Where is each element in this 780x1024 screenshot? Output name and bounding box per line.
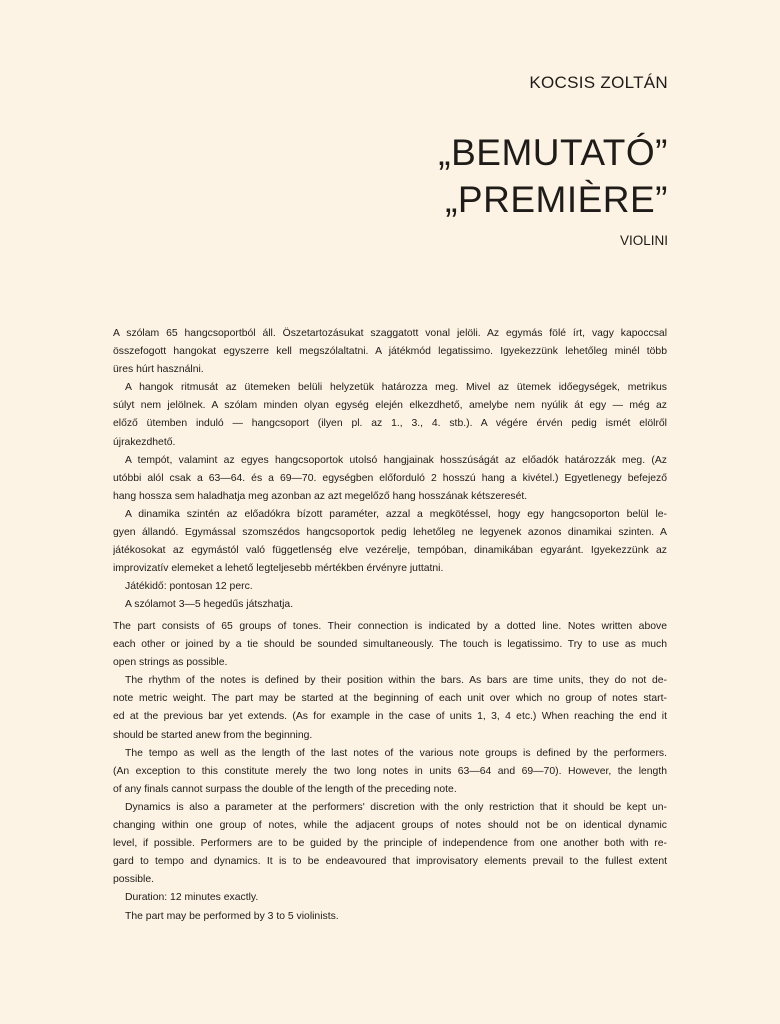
instrumentation: VIOLINI [619, 233, 668, 248]
text-line: should be started anew from the beginning. [113, 729, 313, 741]
paragraph [113, 672, 667, 744]
paragraph [113, 908, 667, 926]
text-line: játékosokat az egymástól való függetlenség elve vezérelje, tempóban, dinamikában egyaránt. Igyekezzünk az [113, 545, 667, 557]
paragraph [113, 618, 667, 672]
text-line: A szólam 65 hangcsoportból áll. Öszetartozásukat szaggatott vonal jelöli. Az egymás fölé írt, vagy kapoccsal [113, 328, 667, 339]
paragraph [113, 799, 667, 889]
paragraph [113, 325, 667, 379]
text-line: level, if possible. Performers are to be guided by the principle of independence from one another both with re- [113, 838, 667, 850]
title-hungarian: „BEMUTATÓ” [438, 132, 668, 173]
hungarian-instructions [113, 325, 667, 615]
text-line: újrakezdhető. [113, 436, 176, 448]
text-line: gyen állandó. Egymással szomszédos hangcsoportok pedig lehetőleg ne legyenek azonos dinamikai szinten. A [113, 527, 667, 539]
text-line: The part consists of 65 groups of tones. Their connection is indicated by a dotted line. Notes written above [113, 621, 667, 632]
paragraph [113, 506, 667, 578]
text-line: changing within one group of notes, while the adjacent groups of notes should not be on identical dynamic [113, 820, 667, 832]
text-line: open strings as possible. [113, 657, 228, 669]
text-line: A dinamika szintén az előadókra bízott paraméter, azzal a megkötéssel, hogy egy hangcsoporton belül le- [125, 508, 667, 520]
text-line: összefogott hangokat egyszerre kell megszólaltatni. A játékmód legatissimo. Igyekezzünk lehetőleg minél több [113, 346, 667, 358]
text-line: The rhythm of the notes is defined by their position within the bars. As bars are time units, they do not de- [125, 675, 667, 687]
text-line: ed at the previous bar yet extends. (As for example in the case of units 1, 3, 4 etc.) When reaching the end it [113, 711, 667, 723]
text-line: of any finals cannot surpass the double of the length of the preceding note. [113, 783, 457, 795]
title-french: „PREMIÈRE” [445, 179, 668, 220]
paragraph [113, 578, 667, 596]
paragraph [113, 452, 667, 506]
paragraph [113, 596, 667, 614]
text-line: Játékidő: pontosan 12 perc. [125, 581, 253, 593]
text-line: üres húrt használni. [113, 364, 204, 376]
text-line: utóbbi alól csak a 63—64. és a 69—70. egységben előforduló 2 hosszú hang a kivétel.) Egyetlenegy befejező [113, 472, 667, 484]
text-line: A szólamot 3—5 hegedűs játszhatja. [125, 599, 294, 611]
text-line: A hangok ritmusát az ütemeken belüli helyzetük határozza meg. Mivel az ütemek időegységek, metrikus [125, 382, 667, 394]
text-line: possible. [113, 874, 155, 886]
text-line: előző ütemben induló — hangcsoport (ilyen pl. az 1., 3., 4. stb.). A végére érvén pedig ismét elölről [113, 418, 667, 430]
text-line: Duration: 12 minutes exactly. [125, 892, 259, 904]
text-line: each other or joined by a tie should be sounded simultaneously. The touch is legatissimo. Try to use as much [113, 639, 667, 651]
text-line: The part may be performed by 3 to 5 violinists. [125, 910, 339, 922]
paragraph [113, 745, 667, 799]
text-line: gard to tempo and dynamics. It is to be endeavoured that improvisatory elements prevail to the fullest extent [113, 856, 667, 868]
paragraph [113, 379, 667, 451]
text-line: note metric weight. The part may be started at the beginning of each unit over which no group of notes start- [113, 693, 667, 705]
text-line: súlyt nem jelölnek. A szólam minden olyan egység elején elkezdhető, amelybe nem nyúlik át egy — még az [113, 400, 667, 412]
paragraph [113, 889, 667, 907]
text-line: hang hossza sem haladhatja meg azonban az azt megelőző hang hosszának kétszeresét. [113, 490, 528, 502]
text-line: The tempo as well as the length of the last notes of the various note groups is defined by the performers. [125, 747, 667, 759]
author-name: KOCSIS ZOLTÁN [529, 73, 668, 92]
text-line: Dynamics is also a parameter at the performers' discretion with the only restriction that it should be kept un- [125, 801, 667, 813]
text-line: improvizatív elemeket a lehető legteljesebb mértékben érvényre juttatni. [113, 563, 444, 575]
text-line: (An exception to this constitute merely the two long notes in units 63—64 and 69—70). However, the length [113, 765, 667, 777]
english-instructions [113, 618, 667, 926]
text-line: A tempót, valamint az egyes hangcsoportok utolsó hangjainak hosszúságát az előadók határozzák meg. (Az [125, 454, 667, 466]
